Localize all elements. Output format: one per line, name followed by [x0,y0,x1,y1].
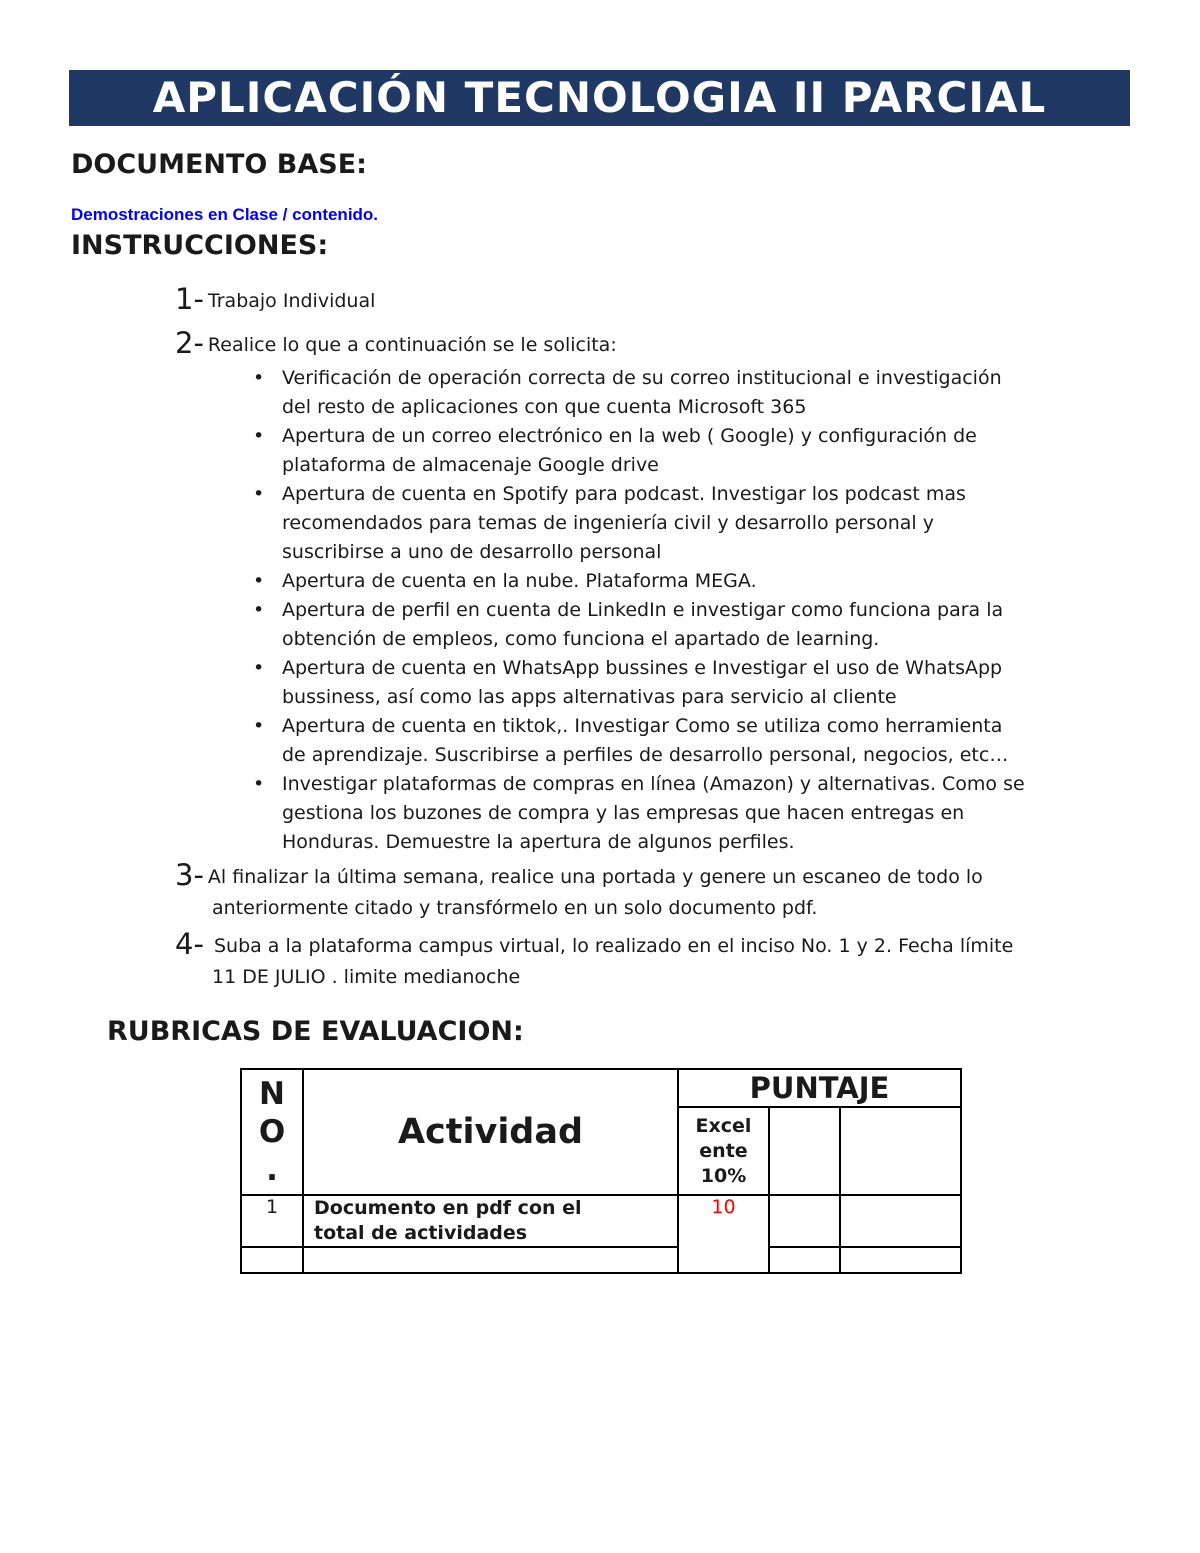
list-item-line: Apertura de cuenta en tiktok,. Investigar Como se utiliza como herramienta [282,715,1003,737]
list-item-line: bussiness, así como las apps alternativas para servicio al cliente [282,686,897,708]
header-no-line: O [258,1114,286,1150]
empty-cell [241,1247,303,1273]
step-text: Al finalizar la última semana, realice una portada y genere un escaneo de todo lo [207,866,983,888]
header-no-line: N [259,1076,285,1112]
list-item-line: obtención de empleos, como funciona el apartado de learning. [282,628,880,650]
instrucciones-heading: INSTRUCCIONES: [71,230,329,261]
step-text-continued: anteriormente citado y transfórmelo en un solo documento pdf. [212,897,818,919]
list-item-line: del resto de aplicaciones con que cuenta Microsoft 365 [282,396,807,418]
step-text: Trabajo Individual [207,290,376,312]
table-header-row [241,1069,961,1107]
step-3 [175,860,983,924]
step-number: 3- [175,858,204,892]
row-activity-line: total de actividades [314,1222,528,1244]
rubricas-heading: RUBRICAS DE EVALUACION: [107,1016,524,1047]
step-text-continued: 11 DE JULIO . limite medianoche [212,966,521,988]
step-number: 4- [175,927,204,961]
list-item-line: gestiona los buzones de compra y las empresas que hacen entregas en [282,802,965,824]
list-item [253,422,1133,480]
empty-cell [769,1195,840,1247]
header-no-line: . [266,1152,278,1188]
column-header-actividad: Actividad [303,1069,678,1195]
list-item [253,770,1133,857]
row-activity [303,1195,678,1247]
bullet-icon: • [253,367,265,389]
header-excelente-line: 10% [700,1164,747,1187]
empty-cell [769,1247,840,1273]
list-item-line: Investigar plataformas de compras en línea (Amazon) y alternativas. Como se [282,773,1025,795]
list-item [253,567,1133,596]
empty-cell [840,1195,961,1247]
requirements-list [253,364,1133,857]
rubric-table [240,1068,962,1274]
bullet-icon: • [253,599,265,621]
list-item [253,596,1133,654]
bullet-icon: • [253,715,265,737]
column-header-excelente [678,1107,769,1195]
documento-base-heading: DOCUMENTO BASE: [71,149,367,180]
list-item-line: plataforma de almacenaje Google drive [282,454,659,476]
header-excelente-line: Excel [695,1114,752,1137]
bullet-icon: • [253,657,265,679]
table-row [241,1195,961,1247]
step-4 [175,929,1013,993]
step-number: 2- [175,326,204,360]
empty-header-cell [769,1107,840,1195]
step-number: 1- [175,282,204,316]
step-1 [175,284,375,317]
list-item-line: Apertura de cuenta en Spotify para podcast. Investigar los podcast mas [282,483,966,505]
list-item [253,712,1133,770]
list-item-line: de aprendizaje. Suscribirse a perfiles de desarrollo personal, negocios, etc… [282,744,1009,766]
bullet-icon: • [253,773,265,795]
list-item-line: Apertura de cuenta en la nube. Plataforma MEGA. [282,570,757,592]
row-activity-line: Documento en pdf con el [314,1197,582,1219]
table-row-empty [241,1247,961,1273]
empty-cell [840,1247,961,1273]
list-item-line: Verificación de operación correcta de su correo institucional e investigación [282,367,1002,389]
empty-cell [303,1247,678,1273]
documento-base-subtitle: Demostraciones en Clase / contenido. [71,205,379,224]
list-item [253,480,1133,567]
step-text: Suba a la plataforma campus virtual, lo realizado en el inciso No. 1 y 2. Fecha límite [207,935,1014,957]
list-item-line: Apertura de un correo electrónico en la web ( Google) y configuración de [282,425,977,447]
empty-header-cell [840,1107,961,1195]
header-excelente-line: ente [699,1139,748,1162]
step-2 [175,328,617,361]
column-header-puntaje: PUNTAJE [678,1069,961,1107]
list-item-line: Apertura de cuenta en WhatsApp bussines e Investigar el uso de WhatsApp [282,657,1003,679]
bullet-icon: • [253,425,265,447]
document-title-banner: APLICACIÓN TECNOLOGIA II PARCIAL [69,70,1130,126]
row-number: 1 [241,1195,303,1247]
column-header-no [241,1069,303,1195]
row-score: 10 [678,1195,769,1273]
list-item-line: recomendados para temas de ingeniería civil y desarrollo personal y [282,512,934,534]
list-item-line: suscribirse a uno de desarrollo personal [282,541,662,563]
bullet-icon: • [253,570,265,592]
step-text: Realice lo que a continuación se le solicita: [207,334,617,356]
bullet-icon: • [253,483,265,505]
list-item [253,654,1133,712]
list-item-line: Honduras. Demuestre la apertura de algunos perfiles. [282,831,795,853]
list-item [253,364,1133,422]
list-item-line: Apertura de perfil en cuenta de LinkedIn e investigar como funciona para la [282,599,1004,621]
